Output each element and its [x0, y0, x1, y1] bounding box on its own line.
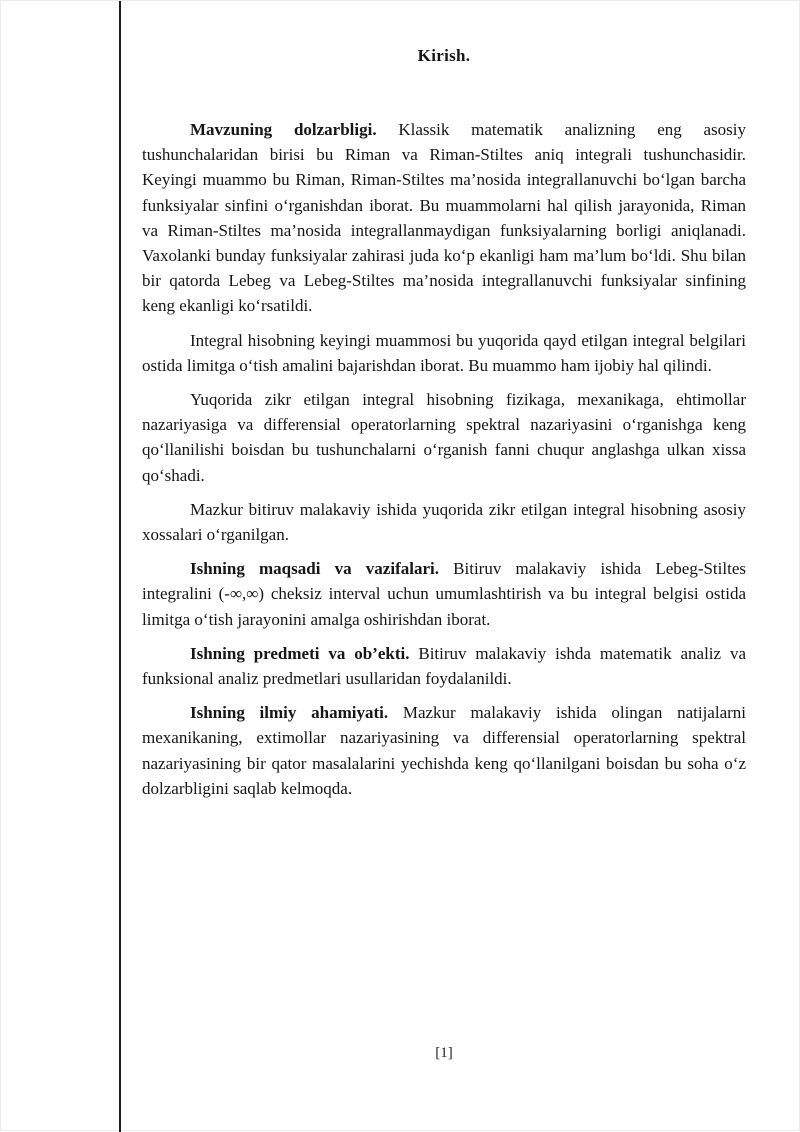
paragraph-text: Mazkur bitiruv malakaviy ishida yuqorida zikr etilgan integral hisobning asosiy xossalari o‘rganilgan.: [142, 499, 746, 545]
paragraph-text: Bitiruv malakaviy ishda matematik analiz va funksional analiz predmetlari usullaridan foydalanildi.: [142, 643, 746, 689]
page-title: Kirish.: [417, 46, 471, 65]
paragraph-text: Bitiruv malakaviy ishida Lebeg-Stiltes integralini (-∞,∞) cheksiz interval uchun umumlashtirish va bu integral belgisi ostida limitga o‘tish jarayonini amalga oshirishdan iborat.: [142, 559, 746, 629]
page-number: [1]: [435, 1045, 453, 1061]
paragraph: [142, 556, 746, 632]
paragraph: [142, 641, 746, 691]
paragraph: [142, 700, 746, 801]
paragraph-list: [142, 117, 746, 801]
paragraph-text: Mazkur malakaviy ishida olingan natijalarni mexanikaning, extimollar nazariyasining va differensial operatorlarning spektral nazariyasining bir qator masalalarini yechishda keng qo‘llanilgani boisdan bu soha o‘z dolzarbligini saqlab kelmoqda.: [142, 703, 747, 798]
paragraph-lead: Ishning ilmiy ahamiyati.: [190, 703, 389, 723]
page-edge-line: [119, 1, 121, 1132]
paragraph: [142, 328, 746, 378]
paragraph-lead: Ishning predmeti va ob’ekti.: [190, 643, 410, 663]
paragraph-text: Klassik matematik analizning eng asosiy tushunchalaridan birisi bu Riman va Riman-Stiltes aniq integrali tushunchasidir. Keyingi muammo bu Riman, Riman-Stiltes ma’nosida integrallanuvchi bo‘lgan barcha funksiyalar sinfini o‘rganishdan iborat. Bu muammolarni hal qilish jarayonida, Riman va Riman-Stiltes ma’nosida integrallanmaydigan funksiyalarning borligi aniqlanadi. Vaxolanki bunday funksiyalar zahirasi juda ko‘p ekanligi ham ma’lum bo‘ldi. Shu bilan bir qatorda Lebeg va Lebeg-Stiltes ma’nosida integrallanuvchi funksiyalar sinfining keng ekanligi ko‘rsatildi.: [142, 120, 746, 316]
paragraph: [142, 117, 746, 319]
paragraph: [142, 497, 746, 547]
paragraph-lead: Ishning maqsadi va vazifalari.: [190, 559, 439, 579]
paragraph-text: Integral hisobning keyingi muammosi bu yuqorida qayd etilgan integral belgilari ostida limitga o‘tish amalini bajarishdan iborat. Bu muammo ham ijobiy hal qilindi.: [142, 330, 746, 375]
paragraph: [142, 387, 746, 488]
paragraph-text: Yuqorida zikr etilgan integral hisobning fizikaga, mexanikaga, ehtimollar nazariyasiga va differensial operatorlarning spektral nazariyasini o‘rganishga keng qo‘llanilishi boisdan bu tushunchalarni o‘rganish fanni chuqur anglashga ulkan xissa qo‘shadi.: [142, 390, 746, 485]
paragraph-lead: Mavzuning dolzarbligi.: [190, 120, 377, 139]
document-content: [142, 1, 746, 810]
